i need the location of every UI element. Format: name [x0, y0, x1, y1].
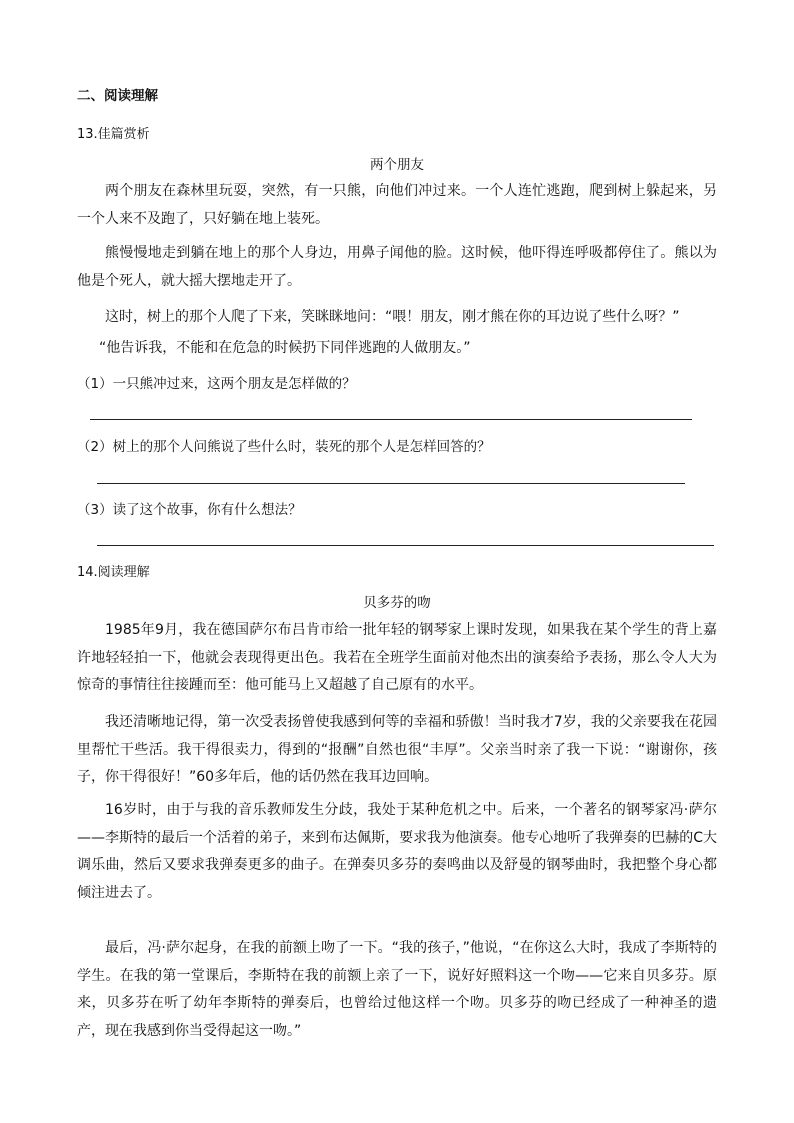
question-13-2: （2）树上的那个人问熊说了些什么时，装死的那个人是怎样回答的？ [77, 439, 491, 455]
story-paragraph: 两个朋友在森林里玩耍，突然，有一只熊，向他们冲过来。一个人连忙逃跑，爬到树上躲起来，另一个人来不及跑了，只好躺在地上装死。 [77, 183, 717, 227]
story-paragraph: 这时，树上的那个人爬了下来，笑眯眯地问：“喂！朋友，刚才熊在你的耳边说了些什么呀？” [105, 309, 680, 325]
story-title-beethoven-kiss: 贝多芬的吻 [363, 595, 431, 611]
answer-line-2[interactable] [97, 483, 685, 484]
story-paragraph: 我还清晰地记得，第一次受表扬曾使我感到何等的幸福和骄傲！当时我才7岁，我的父亲要我在花园里帮忙干些活。我干得很卖力，得到的“报酬”自然也很“丰厚”。父亲当时亲了我一下说：“谢谢你，孩子，你干得很好！”60多年后，他的话仍然在我耳边回响。 [77, 714, 717, 785]
story-title-two-friends: 两个朋友 [370, 157, 424, 173]
story-paragraph: “他告诉我，不能和在危急的时候扔下同伴逃跑的人做朋友。” [99, 340, 471, 356]
answer-line-1[interactable] [90, 419, 692, 420]
question-13-1: （1）一只熊冲过来，这两个朋友是怎样做的？ [77, 376, 356, 392]
story-paragraph: 最后，冯·萨尔起身，在我的前额上吻了一下。“我的孩子，”他说，“在你这么大时，我成了李斯特的学生。在我的第一堂课后，李斯特在我的前额上亲了一下，说好好照料这一个吻——它来自贝多芬。原来，贝多芬在听了幼年李斯特的弹奏后，也曾给过他这样一个吻。贝多芬的吻已经成了一种神圣的遗产，现在我感到你当受得起这一吻。” [77, 940, 717, 1039]
section-title: 二、阅读理解 [77, 88, 158, 104]
question-13-3: （3）读了这个故事，你有什么想法？ [77, 502, 302, 518]
story-paragraph: 熊慢慢地走到躺在地上的那个人身边，用鼻子闻他的脸。这时候，他吓得连呼吸都停住了。熊以为他是个死人，就大摇大摆地走开了。 [77, 245, 717, 289]
story-paragraph: 1985年9月，我在德国萨尔布吕肯市给一批年轻的钢琴家上课时发现，如果我在某个学生的背上嘉许地轻轻拍一下，他就会表现得更出色。我若在全班学生面前对他杰出的演奏给予表扬，那么令人大为惊奇的事情往往接踵而至：他可能马上又超越了自己原有的水平。 [77, 622, 717, 693]
question-13-header: 13.佳篇赏析 [77, 127, 150, 142]
question-14-header: 14.阅读理解 [77, 565, 150, 580]
story-paragraph: 16岁时，由于与我的音乐教师发生分歧，我处于某种危机之中。后来，一个著名的钢琴家冯·萨尔——李斯特的最后一个活着的弟子，来到布达佩斯，要求我为他演奏。他专心地听了我弹奏的巴赫的C大调乐曲，然后又要求我弹奏更多的曲子。在弹奏贝多芬的奏鸣曲以及舒曼的钢琴曲时，我把整个身心都倾注进去了。 [77, 802, 717, 901]
answer-line-3[interactable] [97, 545, 714, 546]
